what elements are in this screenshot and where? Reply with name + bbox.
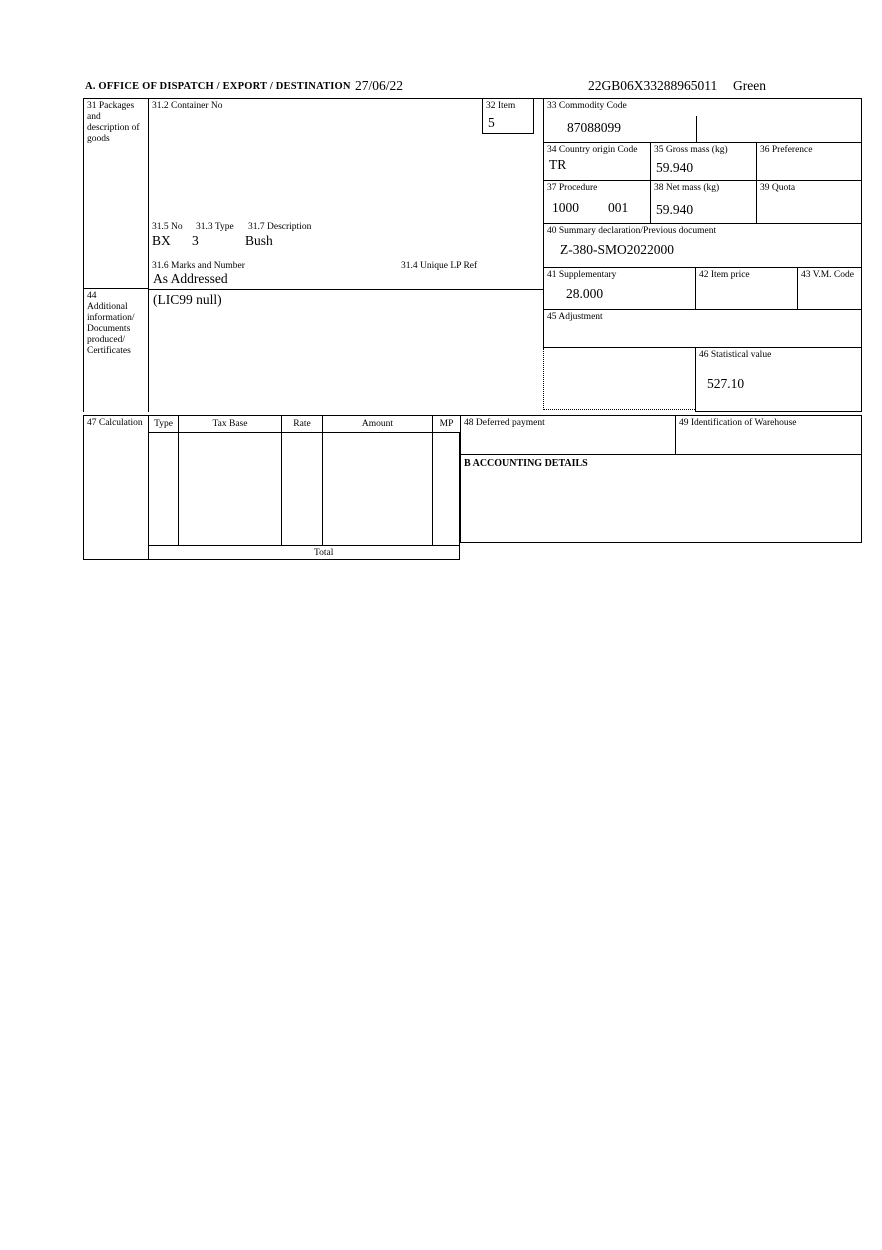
box-44-label-text: Additional information/ Documents produced/ Certificates (87, 302, 135, 356)
box-44-value: (LIC99 null) (153, 292, 222, 307)
calc-total-row (148, 545, 460, 560)
box-41-value: 28.000 (566, 286, 604, 301)
box-47-label-cell (83, 415, 148, 560)
box-36-cell (756, 143, 862, 181)
calc-col-divider-1 (178, 433, 179, 545)
box-44-label-cell (83, 289, 148, 412)
box-47-label: 47 Calculation (87, 418, 143, 428)
box-45-label: 45 Adjustment (547, 312, 603, 322)
box-31-3-label: 31.3 Type (196, 222, 234, 232)
box-46-value: 527.10 (707, 376, 745, 391)
box-49-label: 49 Identification of Warehouse (679, 418, 797, 428)
calc-col-header-amount: Amount (322, 415, 432, 433)
accounting-details-cell (460, 455, 862, 543)
calc-total-label: Total (314, 548, 334, 558)
box-43-label: 43 V.M. Code (801, 270, 854, 280)
box-32-value: 5 (488, 115, 495, 130)
box-40-value: Z-380-SMO2022000 (560, 242, 674, 257)
calc-table-body (148, 433, 460, 545)
calc-col-header-rate: Rate (281, 415, 322, 433)
box-39-label: 39 Quota (760, 183, 796, 193)
box-43-cell (797, 268, 862, 310)
box-31-3-value: 3 (192, 233, 199, 248)
box-46-dotted-area (543, 348, 695, 410)
box-31-7-value: Bush (245, 233, 273, 248)
box-31-7-label: 31.7 Description (248, 222, 312, 232)
calc-col-divider-2 (281, 433, 282, 545)
box-32-label: 32 Item (486, 101, 516, 111)
box-33-value: 87088099 (567, 120, 621, 135)
box-42-cell (695, 268, 797, 310)
box-35-label: 35 Gross mass (kg) (654, 145, 728, 155)
box-32-cell (482, 99, 534, 134)
box-38-cell (650, 181, 756, 224)
accounting-details-label: B ACCOUNTING DETAILS (464, 458, 588, 469)
calc-col-header-tax-base: Tax Base (178, 415, 281, 433)
box-35-value: 59.940 (656, 160, 694, 175)
header-mrn: 22GB06X33288965011 (588, 78, 718, 93)
box-38-label: 38 Net mass (kg) (654, 183, 720, 193)
header-routing-status: Green (733, 78, 766, 93)
box-31-6-label: 31.6 Marks and Number (152, 261, 245, 271)
calc-col-divider-3 (322, 433, 323, 545)
box-31-5-value: BX (152, 233, 171, 248)
box-37-label: 37 Procedure (547, 183, 598, 193)
box-33-subdivision-line (696, 116, 697, 143)
box-34-cell (543, 143, 650, 181)
box-31-container-cell (148, 98, 543, 289)
calc-col-header-mp: MP (432, 415, 460, 433)
box-34-value: TR (549, 157, 567, 172)
box-31-label: 31 Packages and description of goods (87, 101, 140, 144)
box-34-label: 34 Country origin Code (547, 145, 638, 155)
box-40-cell (543, 224, 862, 268)
calc-col-divider-4 (432, 433, 433, 545)
box-48-cell (460, 415, 675, 455)
box-31-label-cell (83, 98, 148, 289)
calc-col-header-type: Type (148, 415, 178, 433)
box-41-label: 41 Supplementary (547, 270, 617, 280)
box-31-2-label: 31.2 Container No (152, 101, 223, 111)
section-a-title: A. OFFICE OF DISPATCH / EXPORT / DESTINATION (85, 81, 351, 92)
box-35-cell (650, 143, 756, 181)
box-31-4-label: 31.4 Unique LP Ref (401, 261, 478, 271)
box-37-cell (543, 181, 650, 224)
box-45-cell (543, 310, 862, 348)
box-33-cell (543, 98, 862, 143)
box-36-label: 36 Preference (760, 145, 813, 155)
box-44-label-number: 44 (87, 291, 97, 301)
box-49-cell (675, 415, 862, 455)
box-37-value-2: 001 (608, 200, 629, 215)
box-41-cell (543, 268, 695, 310)
box-44-content-cell (148, 289, 543, 412)
box-31-6-value: As Addressed (153, 271, 228, 286)
box-46-cell (695, 348, 862, 412)
box-38-value: 59.940 (656, 202, 694, 217)
box-48-label: 48 Deferred payment (464, 418, 545, 428)
box-42-label: 42 Item price (699, 270, 750, 280)
box-39-cell (756, 181, 862, 224)
box-37-value-1: 1000 (552, 200, 579, 215)
box-31-5-label: 31.5 No (152, 222, 183, 232)
box-40-label: 40 Summary declaration/Previous document (547, 226, 717, 236)
box-33-label: 33 Commodity Code (547, 101, 627, 111)
header-date: 27/06/22 (355, 78, 404, 93)
box-46-label: 46 Statistical value (699, 350, 772, 360)
